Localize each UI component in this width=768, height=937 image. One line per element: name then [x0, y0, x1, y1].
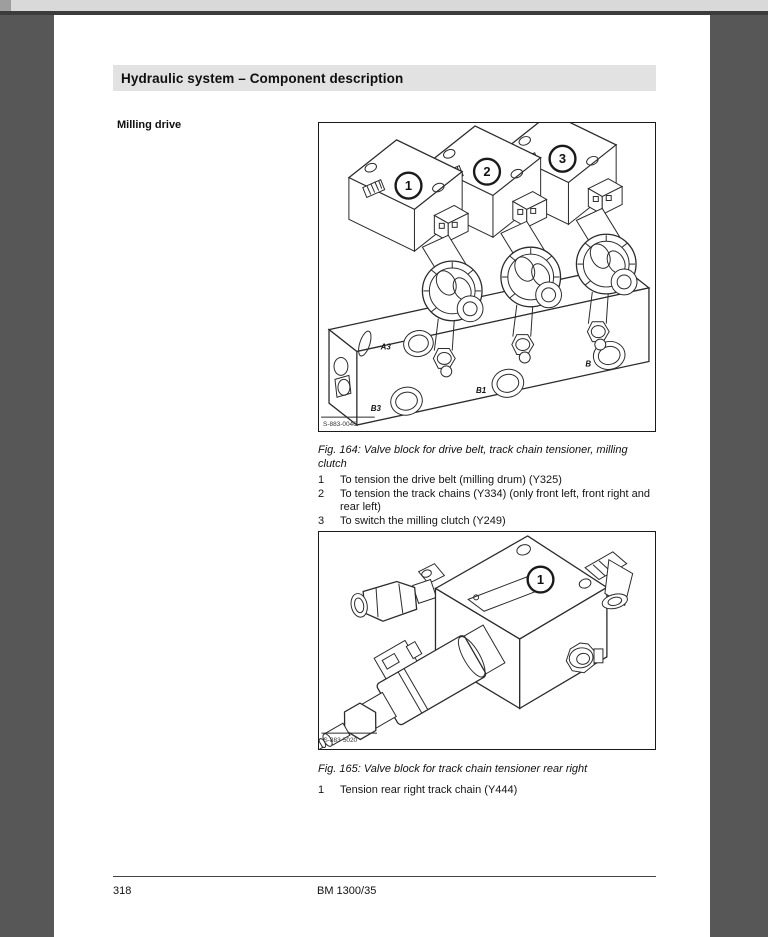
legend-item-number: 3	[318, 515, 325, 527]
legend-item	[318, 515, 652, 528]
legend-item	[318, 488, 652, 514]
legend-item-number: 1	[318, 474, 325, 486]
svg-text:2: 2	[483, 164, 491, 180]
figure-165-caption: Fig. 165: Valve block for track chain tensioner rear right	[318, 763, 588, 775]
port-label-a3: A3	[380, 342, 391, 352]
port-label-b: B	[585, 359, 592, 369]
svg-text:1: 1	[404, 178, 413, 194]
legend-item-text: To tension the drive belt (milling drum) (Y325)	[340, 474, 562, 486]
legend-item	[318, 474, 652, 487]
figure-165-image	[318, 531, 656, 750]
footer-page-number: 318	[113, 885, 132, 897]
legend-item-number: 2	[318, 488, 325, 500]
scrollbar-corner-button[interactable]	[0, 0, 11, 11]
valve-block-drawing-164	[319, 123, 655, 431]
port-label-b3: B3	[370, 404, 381, 414]
svg-text:1: 1	[536, 572, 545, 588]
footer-document-reference: BM 1300/35	[317, 885, 377, 897]
callout-3	[550, 146, 576, 172]
legend-item-text: To tension the track chains (Y334) (only front left, front right and rear left)	[340, 488, 650, 513]
figure-165-legend	[318, 784, 652, 798]
margin-label: Milling drive	[117, 119, 182, 131]
figure-164-code: S-883-0046	[323, 421, 357, 429]
valve-block-drawing-165	[319, 532, 655, 749]
callout-1	[396, 173, 422, 199]
footer-rule	[113, 876, 656, 877]
document-page	[54, 15, 710, 937]
chapter-heading: Hydraulic system – Component description	[121, 70, 404, 86]
callout-2	[474, 159, 500, 185]
figure-164-image	[318, 122, 656, 432]
figure-165-code: S-883-5020	[323, 737, 358, 745]
chapter-heading-bar	[113, 65, 656, 91]
legend-item	[318, 784, 652, 797]
legend-item-text: Tension rear right track chain (Y444)	[340, 784, 518, 796]
legend-item-text: To switch the milling clutch (Y249)	[340, 515, 506, 527]
figure-164-caption: Fig. 164: Valve block for drive belt, track chain tensioner, milling clutch	[318, 444, 628, 470]
figure-164-legend	[318, 474, 652, 529]
left-fitting	[349, 564, 444, 621]
legend-item-number: 1	[318, 784, 325, 796]
svg-text:3: 3	[558, 151, 567, 167]
horizontal-scrollbar[interactable]	[0, 0, 768, 11]
port-label-b1: B1	[476, 386, 487, 396]
callout-1	[528, 567, 554, 593]
